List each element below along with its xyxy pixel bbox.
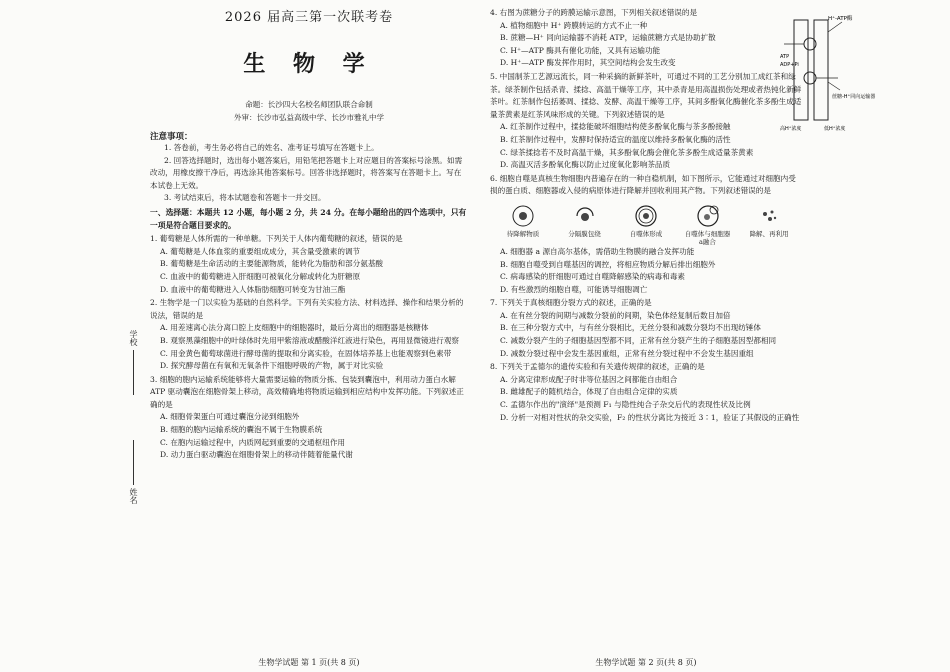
stage-label: 自噬体形成 [629,229,663,238]
question-stem: 5. 中国制茶工艺源远流长，同一种采摘的新鲜茶叶，可通过不同的工艺分别加工成红茶和绿茶。绿茶制作包括杀青、揉捻、高温干燥等工序，其中杀青是用高温损伤处理或者热钝化新鲜茶叶。红茶制作包括萎凋、揉捻、发酵、高温干燥等工序，其间多酚氧化酶催化茶多酚生成适量茶黄素是红茶风味形成的关键。下列叙述错误的是 [490,71,802,119]
notice-heading: 注意事项： [150,132,193,142]
option: A. 葡萄糖是人体血浆的重要组成成分，其含量受激素的调节 [160,246,361,256]
option: A. 分离定律形成配子时非等位基因之间都能自由组合 [500,374,678,384]
question-7 [490,297,802,360]
option: C. H⁺—ATP 酶具有催化功能，又具有运输功能 [500,45,661,55]
page-footer-left: 生物学试题 第 1 页(共 8 页) [258,658,360,667]
side-label-school: 学校 [129,330,138,346]
stage-5-icon [757,204,781,228]
option: D. 高温灭活多酚氧化酶以防止过度氧化影响茶品质 [500,160,671,170]
option: B. 蔗糖—H⁺ 同向运输器不消耗 ATP，运输蔗糖方式是协助扩散 [500,33,716,43]
option: C. 绿茶揉捻若不及时高温干燥，其多酚氧化酶会催化茶多酚生成适量茶黄素 [500,147,754,157]
autophagy-stage [623,204,669,246]
option: C. 在胞内运输过程中，内质网起到重要的交通枢纽作用 [160,437,346,447]
option: D. H⁺—ATP 酶发挥作用时，其空间结构会发生改变 [500,58,676,68]
option: B. 细胞自噬受到自噬基因的调控，将相应物质分解后排出细胞外 [500,259,716,269]
option: B. 在三种分裂方式中，与有丝分裂相比，无丝分裂和减数分裂均不出现纺锤体 [500,323,761,333]
option: A. 红茶制作过程中，揉捻能破坏细胞结构使多酚氧化酶与茶多酚接触 [500,122,731,132]
question-stem: 3. 细胞的胞内运输系统能够将大量需要运输的物质分拣、包装到囊泡中，利用动力蛋白水解 ATP 驱动囊泡在细胞骨架上移动，高效精确地将物质运输到相应结构中发挥功能。下列叙述正确的是 [150,374,464,409]
question-6 [490,173,802,297]
option: A. 细胞骨架蛋白可通过囊泡分泌到细胞外 [160,412,300,422]
side-label-name: 姓名 [129,488,138,504]
stage-3-icon [634,204,658,228]
option: C. 血液中的葡萄糖进入肝细胞可被氧化分解或转化为肝糖原 [160,271,361,281]
question-2 [150,297,468,373]
question-5 [490,71,802,172]
option: A. 用差速离心法分离口腔上皮细胞中的细胞器时，最后分离出的细胞器是核糖体 [160,323,429,333]
paper-title: 2026 届高三第一次联考卷 [224,10,394,25]
notice-item: 1. 答卷前，考生务必将自己的姓名、准考证号填写在答题卡上。 [164,143,379,152]
option: D. 血液中的葡萄糖进入人体脂肪细胞可转变为甘油三酯 [160,284,346,294]
page-footer-right: 生物学试题 第 2 页(共 8 页) [595,658,697,667]
autophagy-figure [500,204,792,246]
question-stem: 7. 下列关于真核细胞分裂方式的叙述，正确的是 [490,298,652,308]
side-line-name [133,440,134,485]
question-stem: 1. 葡萄糖是人体所需的一种单糖。下列关于人体内葡萄糖的叙述，错误的是 [150,234,403,244]
stage-label: 分隔膜包绕 [568,229,601,238]
fig4-label-atp: ATP [780,54,790,60]
question-1 [150,233,468,296]
fig4-label-atpase: H⁺-ATP酶 [828,16,853,22]
option: D. 动力蛋白驱动囊泡在细胞骨架上的移动伴随着能量代谢 [160,450,353,460]
option: B. 观察黑藻细胞中的叶绿体时先用甲紫溶液或醋酸洋红液进行染色，再用显微镜进行观察 [160,335,459,345]
question-stem: 2. 生物学是一门以实验为基础的自然科学。下列有关实验方法、材料选择、操作和结果分析的说法，错误的是 [150,298,464,320]
option: D. 分析一对相对性状的杂交实验，F₂ 的性状分离比为接近 3∶1，验证了其假设的正确性 [500,412,800,422]
option: C. 用金黄色葡萄球菌进行酵母菌的提取和分离实验，在固体培养基上也能观察到色素带 [160,348,452,358]
question-3 [150,374,468,462]
credit-line-2: 外审：长沙市弘益高级中学、长沙市雅礼中学 [234,113,384,122]
stage-label: 待降解物质 [506,229,540,238]
question-4 [490,7,802,70]
option: D. 减数分裂过程中会发生基因重组，正常有丝分裂过程中不会发生基因重组 [500,348,754,358]
option: C. 孟德尔作出的"演绎"是预测 F₁ 与隐性纯合子杂交后代的表现性状及比例 [500,400,751,410]
autophagy-stage [562,204,608,246]
stage-label: 降解、再利用 [749,229,789,238]
option: A. 在有丝分裂的间期与减数分裂前的间期，染色体经复制后数目加倍 [500,310,731,320]
option: B. 红茶制作过程中，发酵时保持适宜的温度以维持多酚氧化酶的活性 [500,134,731,144]
stage-label: 自噬体与细胞器a融合 [684,229,731,246]
option: D. 有些激烈的细胞自噬，可能诱导细胞凋亡 [500,284,648,294]
option: C. 减数分裂产生的子细胞基因型都不同，正常有丝分裂产生的子细胞基因型都相同 [500,336,777,346]
fig4-label-symporter: 蔗糖-H⁺同向运输器 [832,94,876,100]
page-right [490,6,876,667]
option: B. 雌雄配子的随机结合，体现了自由组合定律的实质 [500,387,678,397]
page-left [150,6,468,667]
autophagy-stage [685,204,731,246]
section-heading: 一、选择题：本题共 12 小题，每小题 2 分，共 24 分。在每小题给出的四个选项中，只有一项是符合题目要求的。 [150,207,467,230]
subject-title: 生 物 学 [243,51,375,77]
fig4-label-high: 高H⁺浓度 [780,126,802,132]
credit-line-1: 命题：长沙四大名校名师团队联合命制 [245,100,373,109]
option: C. 病毒感染的肝细胞可通过自噬降解感染的病毒和毒素 [500,272,686,282]
question-stem: 6. 细胞自噬是真核生物细胞内普遍存在的一种自稳机制，如下图所示，它能通过对细胞内受损的蛋白质、细胞器或入侵的病原体进行降解并回收利用其产物。下列叙述错误的是 [490,173,796,196]
fig4-label-low: 低H⁺浓度 [824,126,846,132]
question-8 [490,361,802,424]
question-stem: 4. 右图为蔗糖分子的跨膜运输示意图，下列相关叙述错误的是 [490,8,698,17]
autophagy-stage [500,204,546,246]
option: A. 植物细胞中 H⁺ 跨膜转运的方式不止一种 [500,20,648,30]
sucrose-transport-diagram [780,12,876,132]
option: B. 葡萄糖是生命活动的主要能源物质，能转化为脂肪和部分氨基酸 [160,259,384,269]
option: A. 细胞器 a 源自高尔基体，需借助生物膜的融合发挥功能 [500,246,695,256]
stage-2-icon [573,204,597,228]
question-stem: 8. 下列关于孟德尔的遗传实验和有关遗传规律的叙述，正确的是 [490,362,705,372]
option: D. 探究酵母菌在有氧和无氧条件下细胞呼吸的产物，属于对比实验 [160,361,384,371]
option: B. 细胞的胞内运输系统的囊泡不属于生物膜系统 [160,425,323,435]
autophagy-stage [746,204,792,246]
notice-item: 2. 回答选择题时，选出每小题答案后，用铅笔把答题卡上对应题目的答案标号涂黑。如需改动，用橡皮擦干净后，再选涂其他答案标号。回答非选择题时，将答案写在答题卡上。写在本试卷上无效。 [150,155,463,190]
fig4-label-adp: ADP+Pi [780,62,799,68]
stage-1-icon [511,204,535,228]
stage-4-icon [696,204,720,228]
notice-item: 3. 考试结束后，将本试题卷和答题卡一并交回。 [164,193,326,203]
side-line-school [133,350,134,395]
